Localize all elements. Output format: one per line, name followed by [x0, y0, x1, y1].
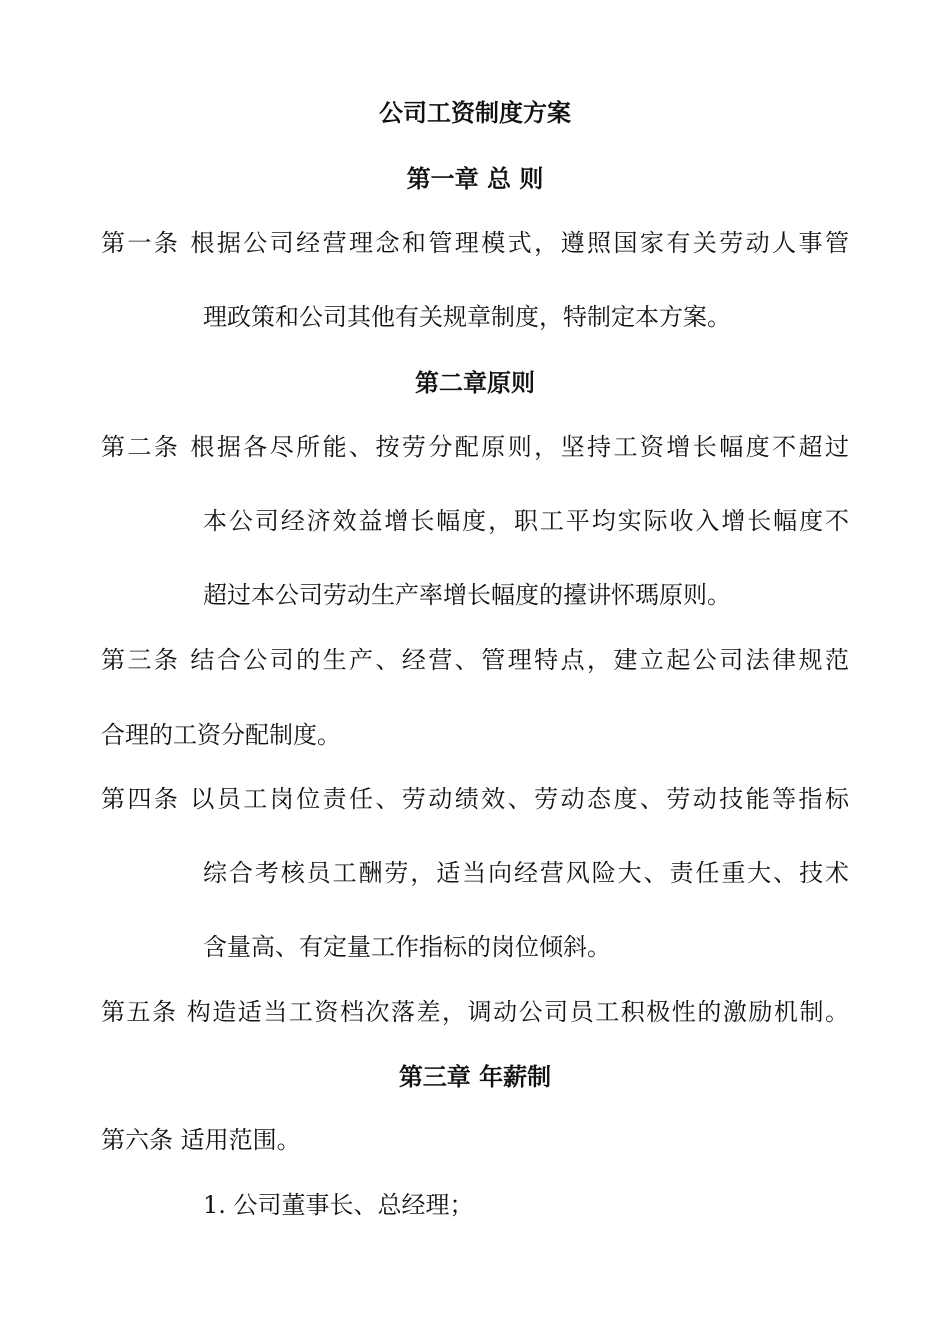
article-6-list-item-1: 1. 公司董事长、总经理；: [203, 1191, 474, 1219]
article-1-line-2: 理政策和公司其他有关规章制度，特制定本方案。: [203, 303, 731, 331]
article-3-line-2: 合理的工资分配制度。: [101, 721, 341, 749]
article-1-line-1: 第一条 根据公司经营理念和管理模式，遵照国家有关劳动人事管: [101, 229, 849, 257]
chapter-1-heading: 第一章 总 则: [406, 164, 544, 193]
article-2-line-1: 第二条 根据各尽所能、按劳分配原则，坚持工资增长幅度不超过: [101, 433, 849, 461]
article-3-line-1: 第三条 结合公司的生产、经营、管理特点，建立起公司法律规范: [101, 646, 849, 674]
article-4-line-3: 含量高、有定量工作指标的岗位倾斜。: [203, 933, 611, 961]
article-6-line-1: 第六条 适用范围。: [101, 1126, 301, 1154]
article-2-line-3: 超过本公司劳动生产率增长幅度的擡讲怀瑪原则。: [203, 581, 731, 609]
chapter-2-heading: 第二章原则: [415, 368, 535, 397]
chapter-3-heading: 第三章 年薪制: [398, 1062, 552, 1091]
article-5-line-1: 第五条 构造适当工资档次落差，调动公司员工积极性的激励机制。: [101, 998, 849, 1026]
article-4-line-1: 第四条 以员工岗位责任、劳动绩效、劳动态度、劳动技能等指标: [101, 785, 849, 813]
document-title: 公司工资制度方案: [379, 98, 571, 127]
article-4-line-2: 综合考核员工酬劳，适当向经营风险大、责任重大、技术: [203, 859, 849, 887]
article-2-line-2: 本公司经济效益增长幅度，职工平均实际收入增长幅度不: [203, 507, 849, 535]
